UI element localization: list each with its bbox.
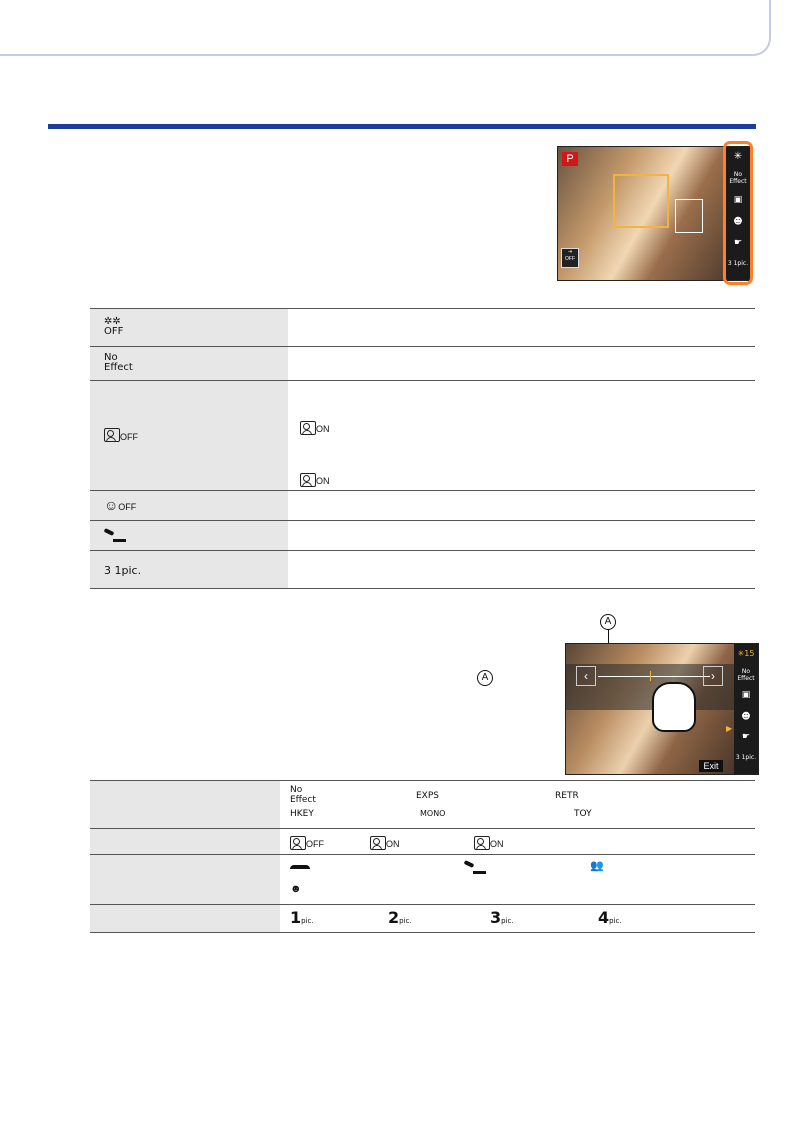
self-timer-label: 3 1pic. [727, 260, 749, 267]
table-cell-options [280, 781, 755, 829]
background-on-icon-2: ON [300, 471, 330, 489]
table-cell-label [90, 781, 280, 829]
camera-sidebar [734, 644, 758, 774]
group-shutter-icon: 👥 [590, 860, 604, 872]
beauty-off-icon: ☺ [104, 496, 119, 513]
background-off-label: OFF [120, 431, 138, 442]
table-cell-icon [90, 521, 288, 551]
filter-icon: ✳ [733, 151, 743, 162]
shutter-bar-icon [290, 865, 310, 869]
effect-retr: RETR [555, 791, 579, 801]
table-cell-desc [288, 381, 755, 491]
effect-no-effect: No Effect [290, 785, 316, 805]
table-row [90, 551, 755, 589]
effect-toy: TOY [574, 809, 592, 819]
table-row [90, 521, 755, 551]
table-cell-desc [288, 491, 755, 521]
filter-off-label: OFF [104, 325, 124, 337]
face-shutter-icon: ☻ [290, 883, 302, 895]
pic-3: 3pic. [490, 908, 514, 927]
background-icon: ▣ [741, 690, 751, 700]
slider-track[interactable] [598, 676, 710, 677]
face-frame [613, 174, 669, 228]
settings-table [90, 308, 755, 589]
sidebar-highlight [723, 141, 753, 285]
table-row [90, 905, 755, 933]
left-option-label: OFF [565, 256, 575, 262]
touch-shutter-icon [464, 860, 486, 874]
touch-icon: ☛ [733, 238, 743, 248]
mode-badge: P [562, 152, 578, 166]
background-on-icon-1: ON [370, 834, 400, 852]
table-cell-icon [90, 309, 288, 347]
table-cell-icon [90, 381, 288, 491]
background-icon: ▣ [733, 195, 743, 205]
beauty-icon: ☻ [741, 712, 751, 722]
table-cell-options [280, 855, 755, 905]
table-row [90, 347, 755, 381]
table-row [90, 855, 755, 905]
face-frame-secondary [675, 199, 703, 233]
touch-icon: ☛ [741, 732, 751, 742]
arrows-icon: ⇥ [567, 249, 573, 255]
filter-off-icon: ✲✲ OFF [104, 315, 124, 337]
table-cell-options [280, 905, 755, 933]
beauty-icon: ☻ [733, 217, 743, 227]
table-row [90, 829, 755, 855]
table-row [90, 309, 755, 347]
pic-2: 2pic. [388, 908, 412, 927]
left-option-icon [561, 248, 579, 268]
options-table [90, 780, 755, 933]
background-on-icon-2: ON [474, 834, 504, 852]
table-cell-options [280, 829, 755, 855]
slider-tick [650, 671, 651, 681]
touch-shutter-icon [104, 528, 126, 542]
hand-touch-icon [652, 682, 696, 732]
table-cell-desc [288, 551, 755, 589]
background-off-icon [104, 428, 120, 442]
pic-1: 1pic. [290, 908, 314, 927]
table-row [90, 491, 755, 521]
table-cell-icon [90, 347, 288, 381]
table-cell-desc [288, 309, 755, 347]
table-cell-icon [90, 551, 288, 589]
no-effect-label: No Effect [737, 668, 755, 682]
camera-screen-bottom [565, 643, 759, 775]
next-button[interactable]: › [703, 666, 723, 686]
table-cell-desc [288, 521, 755, 551]
self-timer-icon: 3 1pic. [104, 563, 142, 577]
no-effect-label: No Effect [729, 171, 747, 185]
self-timer-label: 3 1pic. [735, 754, 757, 761]
table-cell-label [90, 829, 280, 855]
table-cell-icon [90, 491, 288, 521]
side-tab-arrow: ▶ [726, 724, 733, 733]
table-cell-label [90, 855, 280, 905]
callout-A: A [600, 614, 616, 630]
inline-A: A [477, 670, 493, 686]
background-on-icon-1: ON [300, 419, 330, 437]
effect-exps: EXPS [416, 791, 439, 801]
table-row [90, 781, 755, 829]
exit-button[interactable]: Exit [699, 760, 723, 772]
table-cell-desc [288, 347, 755, 381]
table-cell-label [90, 905, 280, 933]
camera-screen-top [557, 146, 751, 281]
effect-mono: MONO [420, 809, 446, 818]
pic-4: 4pic. [598, 908, 622, 927]
background-off-icon: OFF [290, 834, 324, 852]
effect-hkey: HKEY [290, 809, 314, 819]
filter-icon: ✳15 [737, 649, 755, 658]
prev-button[interactable]: ‹ [576, 666, 596, 686]
table-row [90, 381, 755, 491]
no-effect-text: No Effect [104, 351, 133, 373]
section-rule [48, 124, 756, 129]
page-header-frame [0, 0, 771, 56]
beauty-off-label: OFF [118, 501, 137, 512]
